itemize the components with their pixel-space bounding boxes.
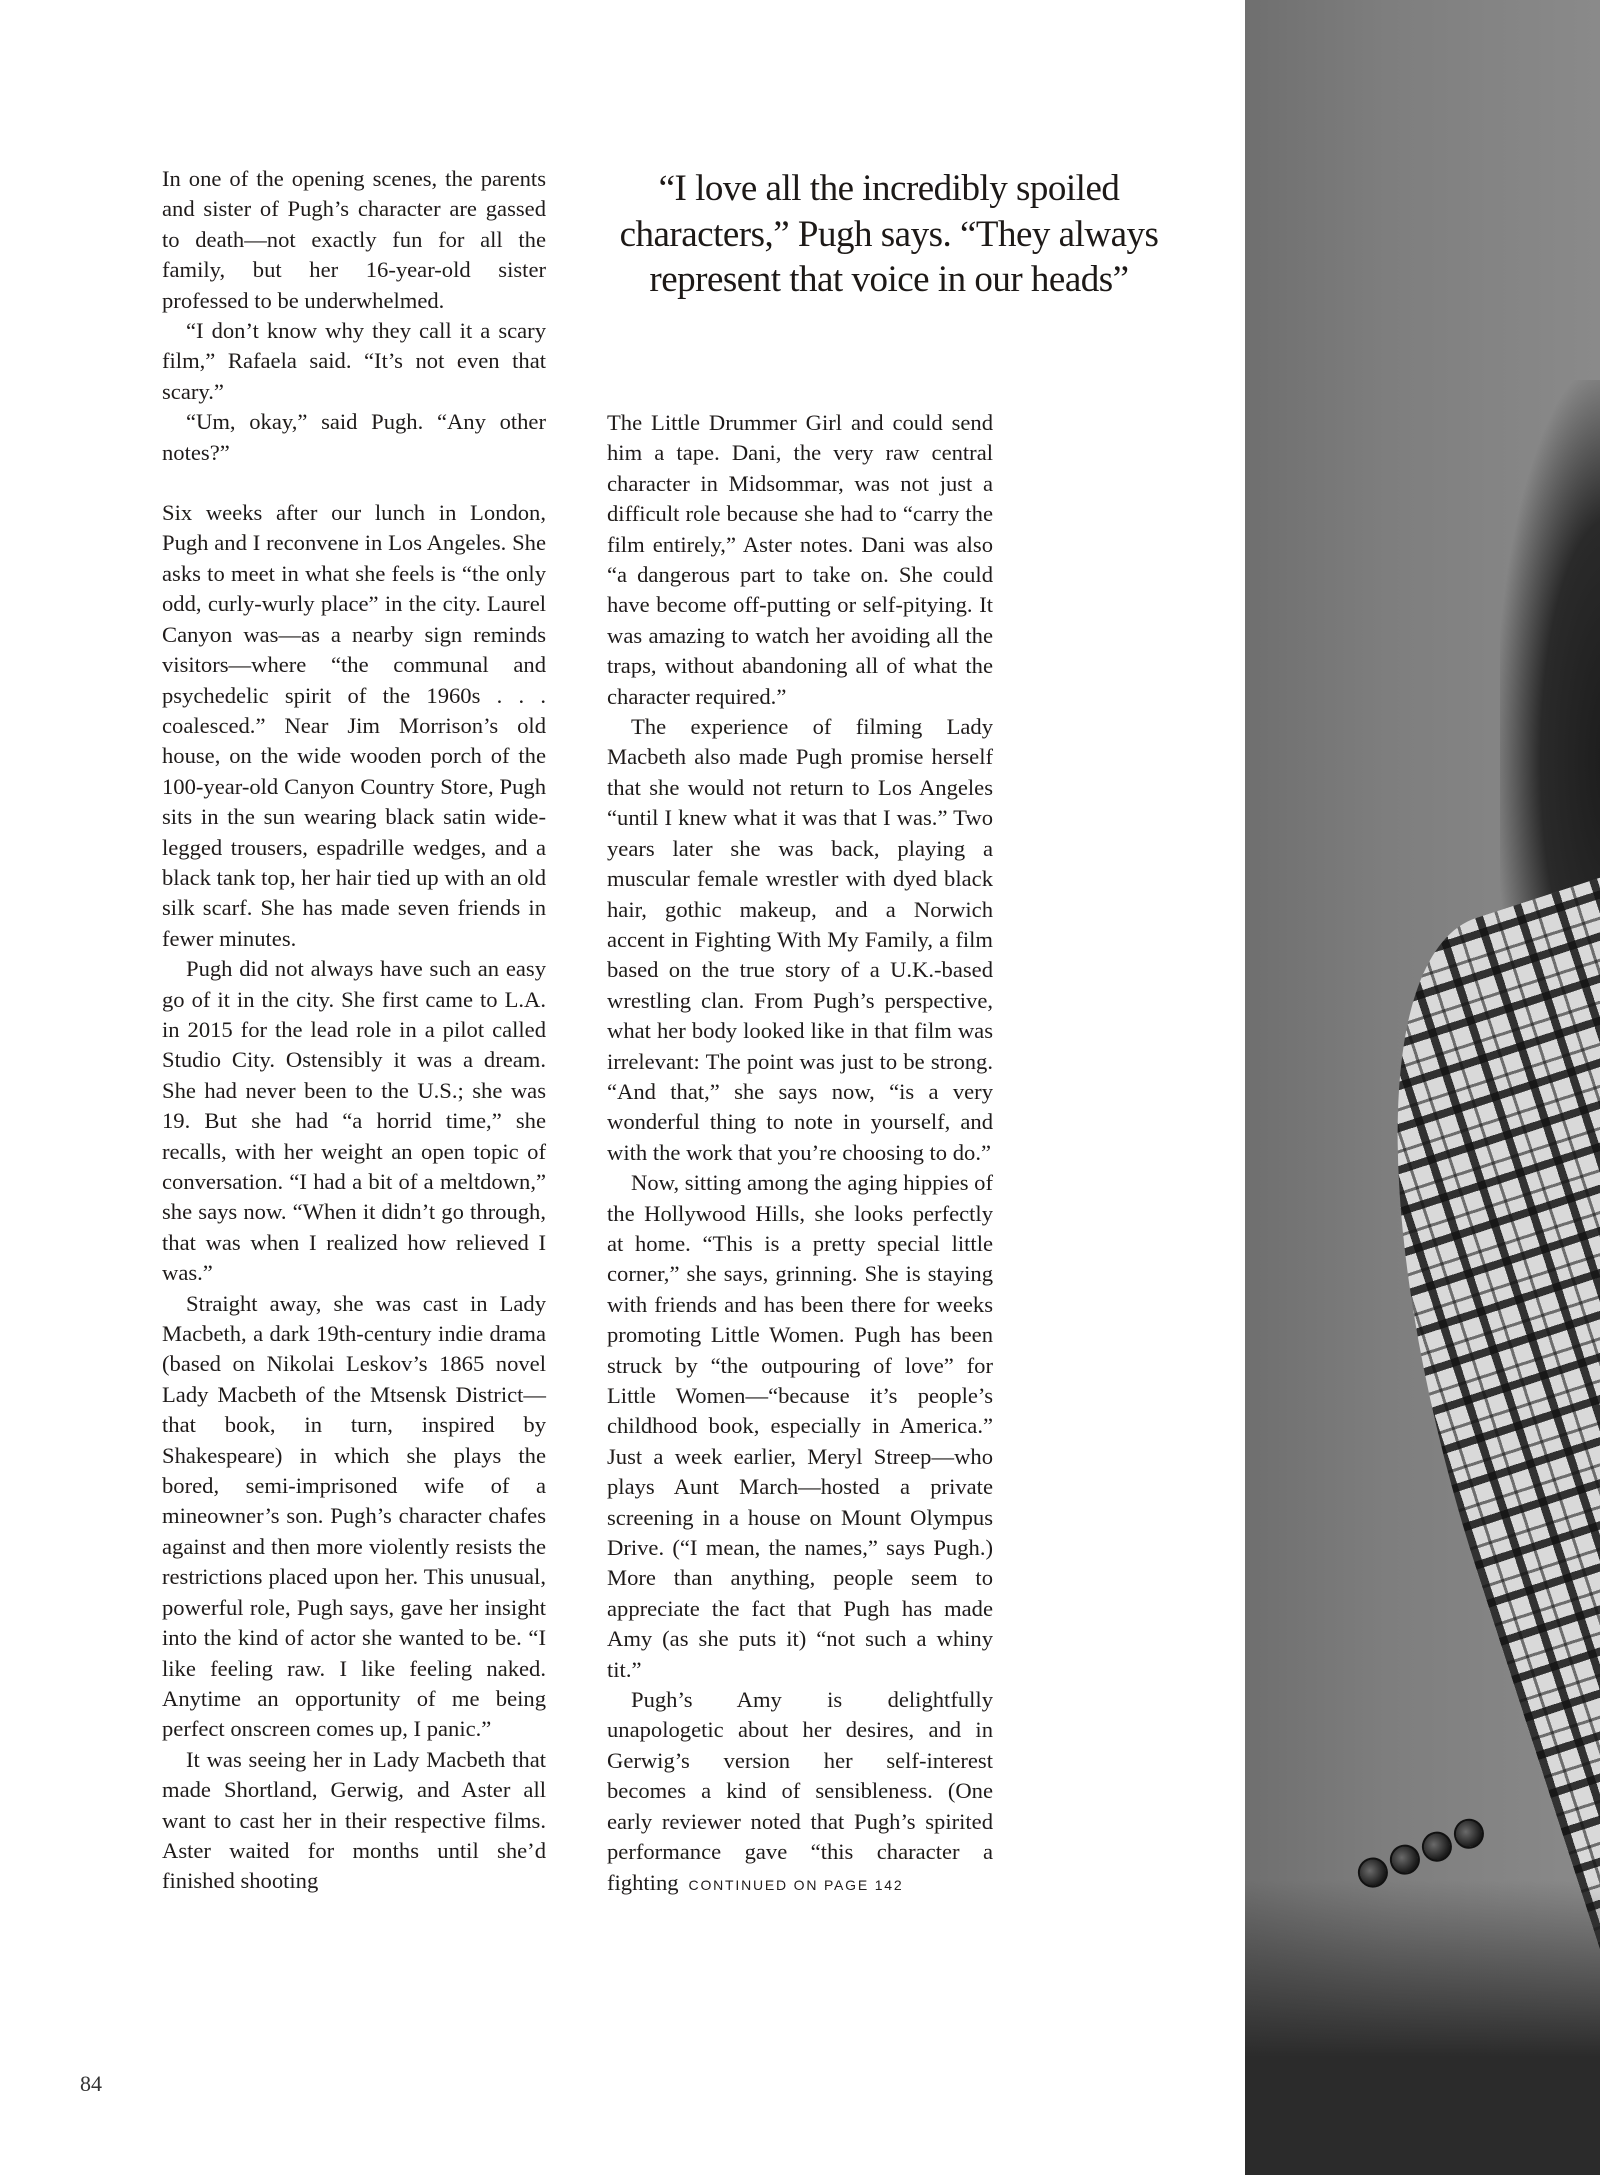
button-icon	[1355, 1855, 1391, 1891]
portrait-photo	[1245, 0, 1600, 2175]
paragraph: Pugh did not always have such an easy go of it in the city. She first came to L.A. in 2015 for the lead role in a pilot called Studio City. Ostensibly it was a dream. She had never been to the U.S.; she was 19. But she had “a horrid time,” she recalls, with her weight an open topic of conversation. “I had a bit of a meltdown,” she says now. “When it didn’t go through, that was when I realized how relieved I was.”	[162, 956, 546, 1286]
paragraph: The Little Drummer Girl and could send him a tape. Dani, the very raw central character in Midsommar, was not just a difficult role because she had to “carry the film entirely,” Aster notes. Dani was also “a dangerous part to take on. She could have become off-putting or self-pitying. It was amazing to watch her avoiding all the traps, without abandoning all of what the character required.”	[607, 410, 993, 709]
pull-quote: “I love all the incredibly spoiled characters,” Pugh says. “They always represent that voice in our heads”	[619, 168, 1159, 300]
continued-on-label: CONTINUED ON PAGE 142	[688, 1876, 904, 1893]
paragraph: It was seeing her in Lady Macbeth that made Shortland, Gerwig, and Aster all want to cast her in their respective films. Aster waited for months until she’d finished shooting	[162, 1746, 546, 1894]
paragraph: “I don’t know why they call it a scary film,” Rafaela said. “It’s not even that scary.”	[162, 318, 546, 404]
paragraph: Now, sitting among the aging hippies of the Hollywood Hills, she looks perfectly at home. “This is a pretty special little corner,” she says, grinning. She is staying with friends and has been there for weeks promoting Little Women. Pugh has been struck by “the outpouring of love” for Little Women—“because it’s people’s childhood book, especially in America.” Just a week earlier, Meryl Streep—who plays Aunt March—hosted a private screening in a house on Mount Olympus Drive. (“I mean, the names,” says Pugh.) More than anything, people seem to appreciate the fact that Pugh has made Amy (as she puts it) “not such a whiny tit.”	[607, 1170, 993, 1682]
paragraph: “Um, okay,” said Pugh. “Any other notes?”	[162, 409, 546, 465]
article-column-1	[162, 164, 546, 1897]
page-number: 84	[80, 2071, 102, 2096]
paragraph: Six weeks after our lunch in London, Pugh and I reconvene in Los Angeles. She asks to meet in what she feels is “the only odd, curly-wurly place” in the city. Laurel Canyon was—as a nearby sign reminds visitors—where “the communal and psychedelic spirit of the 1960s . . . coalesced.” Near Jim Morrison’s old house, on the wide wooden porch of the 100-year-old Canyon Country Store, Pugh sits in the sun wearing black satin wide-legged trousers, espadrille wedges, and a black tank top, her hair tied up with an old silk scarf. She has made seven friends in fewer minutes.	[162, 500, 546, 951]
button-icon	[1387, 1842, 1423, 1878]
paragraph	[607, 1685, 993, 1900]
photo-dark-area	[1245, 1880, 1600, 2175]
paragraph-text: Pugh’s Amy is delightfully unapologetic about her desires, and in Gerwig’s version her self-interest becomes a kind of sensibleness. (One early reviewer noted that Pugh’s spirited performance gave “this character a fighting	[607, 1687, 993, 1895]
button-icon	[1451, 1816, 1487, 1852]
button-icon	[1419, 1829, 1455, 1865]
paragraph: The experience of filming Lady Macbeth also made Pugh promise herself that she would not return to Los Angeles “until I knew what it was that I was.” Two years later she was back, playing a muscular female wrestler with dyed black hair, gothic makeup, and a Norwich accent in Fighting With My Family, a film based on the true story of a U.K.-based wrestling clan. From Pugh’s perspective, what her body looked like in that film was irrelevant: The point was just to be strong. “And that,” she says now, “is a very wonderful thing to note in yourself, and with the work that you’re choosing to do.”	[607, 714, 993, 1165]
paragraph: Straight away, she was cast in Lady Macbeth, a dark 19th-century indie drama (based on Nikolai Leskov’s 1865 novel Lady Macbeth of the Mtsensk District—that book, in turn, inspired by Shakespeare) in which she plays the bored, semi-imprisoned wife of a mineowner’s son. Pugh’s character chafes against and then more violently resists the restrictions placed upon her. This unusual, powerful role, Pugh says, gave her insight into the kind of actor she wanted to be. “I like feeling raw. I like feeling naked. Anytime an opportunity of me being perfect onscreen comes up, I panic.”	[162, 1290, 546, 1742]
paragraph: In one of the opening scenes, the parents and sister of Pugh’s character are gassed to death—not exactly fun for all the family, but her 16-year-old sister professed to be underwhelmed.	[162, 166, 546, 313]
article-column-2	[607, 408, 993, 1900]
